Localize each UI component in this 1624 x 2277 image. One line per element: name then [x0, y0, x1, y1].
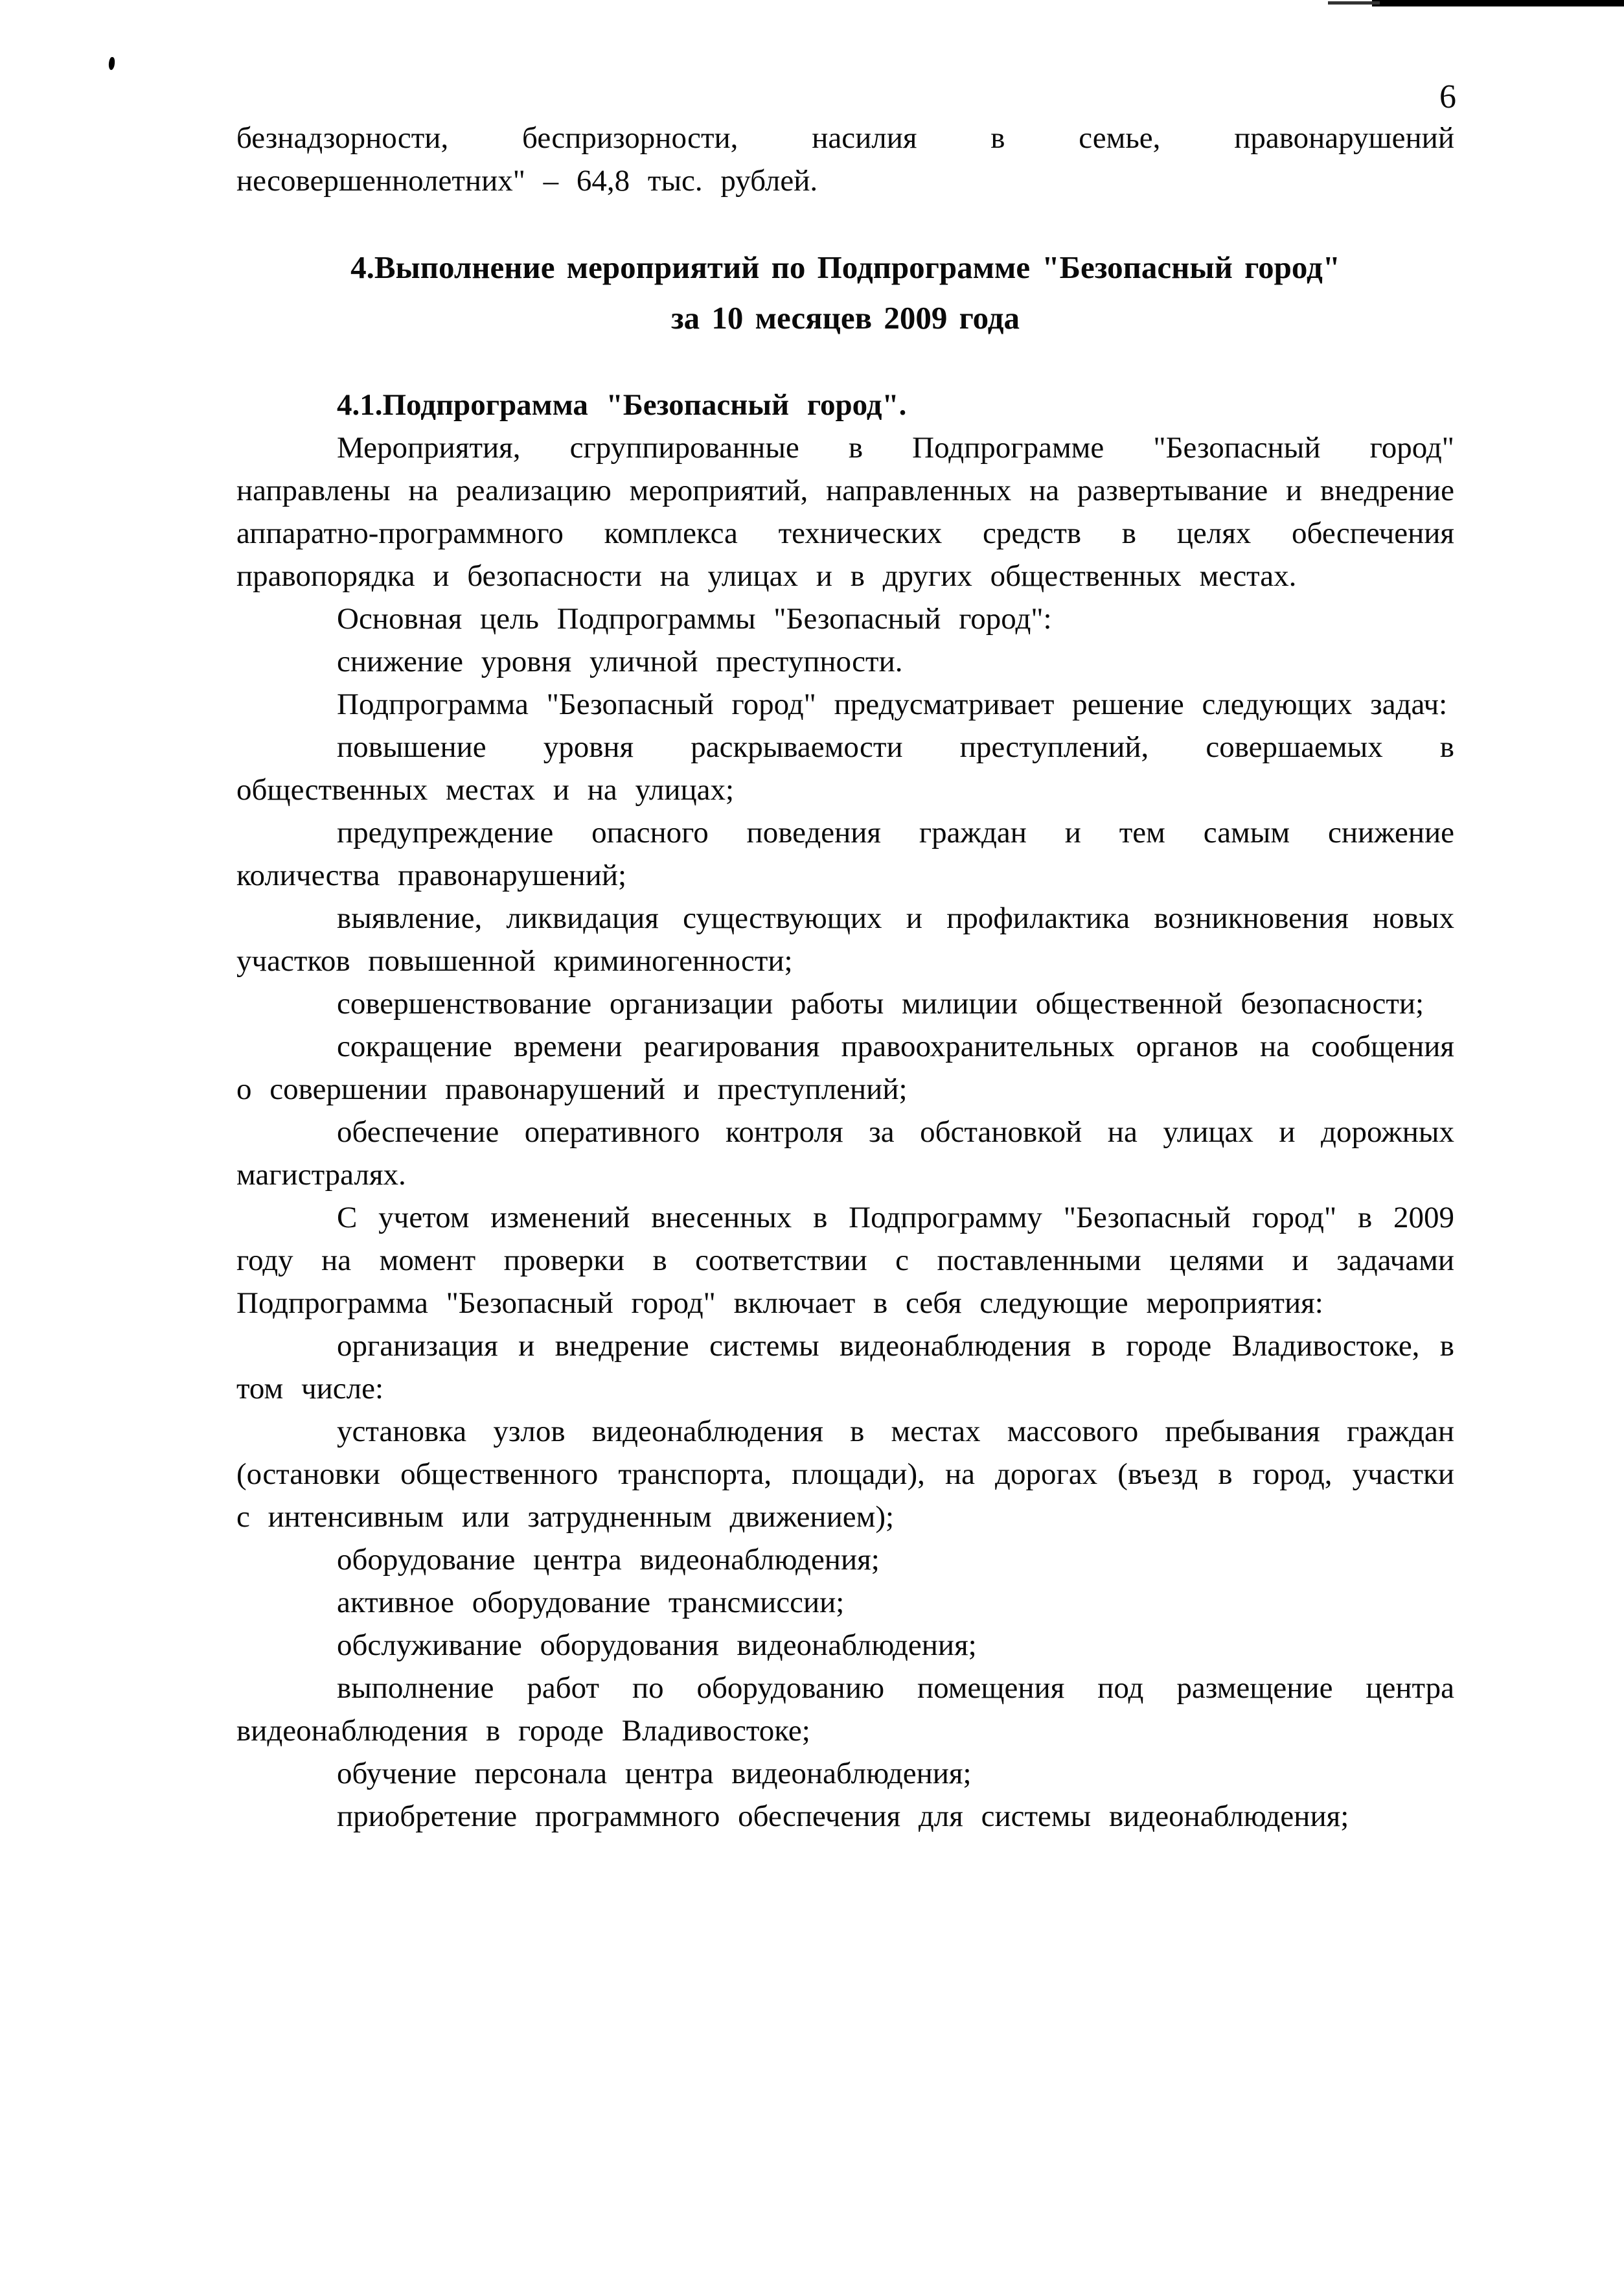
paragraph: организация и внедрение системы видеонаблюдения в городе Владивостоке, в том числе:	[236, 1329, 1454, 1405]
section-heading	[236, 242, 1454, 343]
paragraph: оборудование центра видеонаблюдения;	[337, 1543, 880, 1577]
page-number: 6	[1439, 78, 1456, 115]
paragraph: выполнение работ по оборудованию помещения под размещение центра видеонаблюдения в городе Владивостоке;	[236, 1671, 1454, 1748]
scan-artifact-dot	[108, 57, 115, 71]
paragraph: активное оборудование трансмиссии;	[337, 1586, 845, 1619]
paragraph: Основная цель Подпрограммы "Безопасный город":	[337, 602, 1052, 636]
scan-artifact-top-bar-faint	[1328, 1, 1380, 5]
document-text-block	[236, 117, 1454, 1838]
section-heading-line2: за 10 месяцев 2009 года	[670, 300, 1020, 336]
subsection-heading: 4.1.Подпрограмма "Безопасный город".	[337, 388, 907, 422]
paragraph: Мероприятия, сгруппированные в Подпрограмме "Безопасный город" направлены на реализацию мероприятий, направленных на развертывание и внедрение аппаратно-программного комплекса технических средств в целях обеспечения правопорядка и безопасности на улицах и в других общественных местах.	[236, 431, 1454, 593]
paragraph: повышение уровня раскрываемости преступлений, совершаемых в общественных местах и на улицах;	[236, 730, 1454, 807]
paragraph: Подпрограмма "Безопасный город" предусматривает решение следующих задач:	[337, 688, 1448, 721]
paragraph: обучение персонала центра видеонаблюдения;	[337, 1757, 972, 1790]
paragraph: выявление, ликвидация существующих и профилактика возникновения новых участков повышенной криминогенности;	[236, 901, 1454, 978]
paragraph: сокращение времени реагирования правоохранительных органов на сообщения о совершении правонарушений и преступлений;	[236, 1030, 1454, 1106]
paragraph-continuation: безнадзорности, беспризорности, насилия в семье, правонарушений несовершеннолетних" – 64,8 тыс. рублей.	[236, 121, 1454, 198]
paragraph: предупреждение опасного поведения граждан и тем самым снижение количества правонарушений;	[236, 816, 1454, 892]
paragraph: обеспечение оперативного контроля за обстановкой на улицах и дорожных магистралях.	[236, 1115, 1454, 1192]
paragraph: обслуживание оборудования видеонаблюдения;	[337, 1628, 977, 1662]
section-heading-line1: 4.Выполнение мероприятий по Подпрограмме "Безопасный город"	[350, 249, 1340, 285]
paragraph: совершенствование организации работы милиции общественной безопасности;	[337, 987, 1424, 1021]
paragraph: снижение уровня уличной преступности.	[337, 645, 903, 678]
scan-artifact-top-bar	[1372, 0, 1624, 6]
paragraph: установка узлов видеонаблюдения в местах массового пребывания граждан (остановки общественного транспорта, площади), на дорогах (въезд в город, участки с интенсивным или затрудненным движением);	[236, 1415, 1454, 1534]
paragraph: приобретение программного обеспечения для системы видеонаблюдения;	[337, 1799, 1349, 1833]
paragraph: С учетом изменений внесенных в Подпрограмму "Безопасный город" в 2009 году на момент проверки в соответствии с поставленными целями и задачами Подпрограмма "Безопасный город" включает в себя следующие мероприятия:	[236, 1201, 1454, 1320]
